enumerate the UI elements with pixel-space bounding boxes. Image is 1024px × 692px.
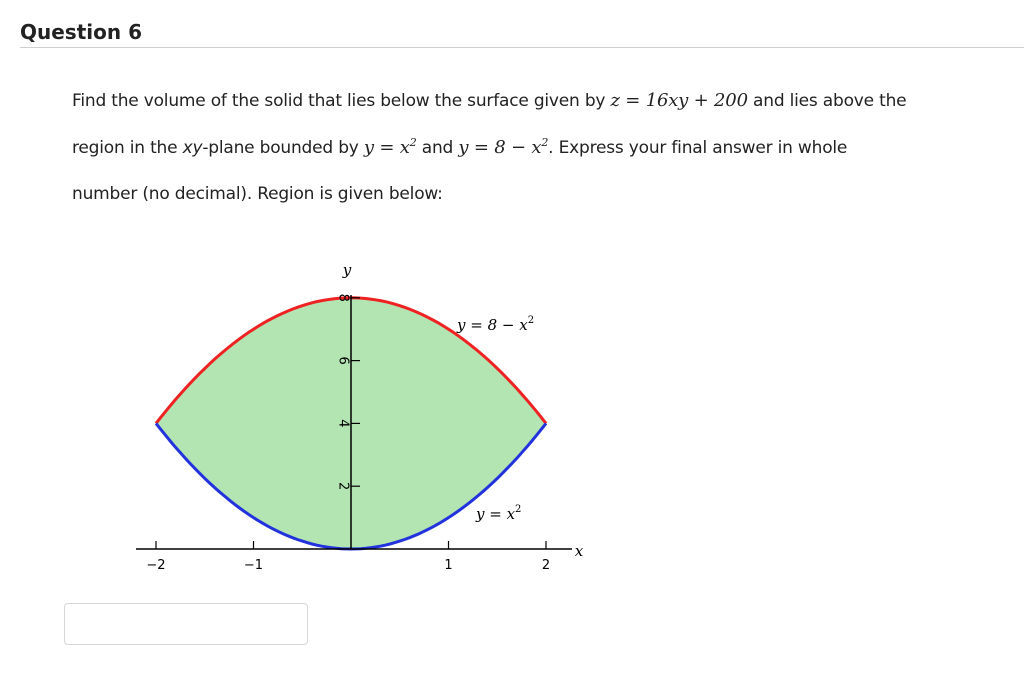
- y-tick-label: 4: [335, 419, 351, 428]
- exponent: 2: [409, 136, 417, 149]
- prompt-text: region in the: [72, 138, 183, 158]
- title-divider: [20, 47, 1024, 48]
- lower-curve-exponent: 2: [515, 504, 522, 515]
- x-tick-label: −2: [146, 558, 166, 573]
- lower-curve-label: [475, 504, 521, 523]
- lower-bound-text: y = x: [363, 137, 410, 158]
- upper-bound-text: y = 8 − x: [458, 137, 542, 158]
- prompt-text: and lies above the: [747, 91, 907, 111]
- surface-equation: z = 16xy + 200: [610, 90, 748, 111]
- y-tick-label: 8: [335, 293, 351, 302]
- lower-curve-label-text: y = x: [476, 505, 516, 523]
- answer-input[interactable]: [64, 603, 308, 645]
- upper-curve-label-text: y = 8 − x: [457, 316, 528, 334]
- prompt-text: . Express your final answer in whole: [548, 138, 848, 158]
- question-title: Question 6: [20, 20, 142, 44]
- upper-bound-equation: [458, 137, 548, 158]
- upper-curve-label: [456, 315, 534, 334]
- upper-curve-exponent: 2: [527, 315, 535, 326]
- region-graph: [120, 255, 584, 585]
- y-tick-label: 6: [335, 356, 351, 365]
- prompt-line-1: [72, 90, 1012, 111]
- x-axis-label: x: [574, 542, 584, 560]
- prompt-line-2: [72, 137, 1012, 158]
- x-tick-label: −1: [243, 558, 264, 573]
- prompt-text: -plane bounded by: [202, 138, 364, 158]
- x-tick-label: 2: [541, 558, 551, 573]
- x-tick-label: 1: [444, 558, 453, 573]
- y-tick-label: 2: [335, 482, 351, 491]
- lower-bound-equation: [364, 137, 417, 158]
- prompt-line-3: number (no decimal). Region is given below:: [72, 184, 443, 204]
- y-axis-label: y: [342, 261, 352, 279]
- prompt-text: and: [416, 138, 459, 158]
- prompt-text: Find the volume of the solid that lies below the surface given by: [72, 91, 611, 111]
- exponent: 2: [541, 136, 549, 149]
- xy-plane-text: xy: [182, 138, 203, 158]
